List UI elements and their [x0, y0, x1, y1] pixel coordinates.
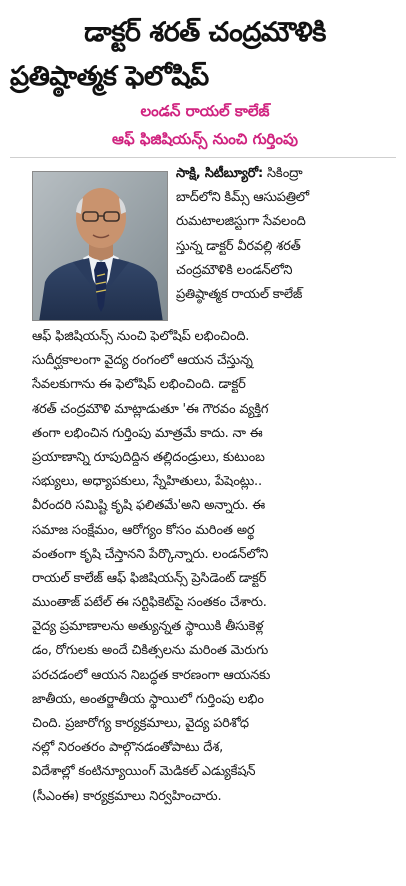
subheadline-line-2: ఆఫ్ ఫిజిషియన్స్ నుంచి గుర్తింపు	[111, 130, 299, 148]
body-line: చంద్రమౌళికి లండన్‌లోని	[176, 262, 293, 278]
body-line: రుమటాలజిస్టుగా సేవలంది	[176, 214, 306, 230]
body-line: సేవలకుగాను ఈ ఫెలోషిప్ లభించింది. డాక్టర్	[32, 377, 246, 393]
body-line: జాతీయ, అంతర్జాతీయ స్థాయిలో గుర్తింపు లభిం	[32, 691, 264, 707]
body-line: ముంతాజ్ పటేల్ ఈ సర్టిఫికెట్‌పై సంతకం చేశారు.	[32, 595, 267, 611]
body-line: వీరందరి సమిష్టి కృషి ఫలితమే'అని అన్నారు. ఈ	[32, 498, 265, 514]
body-line: వైద్య ప్రమాణాలను అత్యున్నత స్థాయికి తీసుకెళ్ల	[32, 619, 264, 635]
body-line: స్తున్న డాక్టర్ వీరవల్లి శరత్	[176, 238, 301, 254]
body-line: సభ్యులు, అధ్యాపకులు, స్నేహితులు, పేషెంట్లు..	[32, 474, 262, 490]
body-line: విదేశాల్లో కంటిన్యూయింగ్ మెడికల్ ఎడ్యుకేషన్	[32, 764, 256, 780]
body-line: శరత్ చంద్రమౌళి మాట్లాడుతూ 'ఈ గౌరవం వ్యక్తిగ	[32, 401, 269, 417]
body-line: డం, రోగులకు అందే చికిత్సలను మరింత మెరుగు	[32, 643, 269, 659]
body-line: చింది. ప్రజారోగ్య కార్యక్రమాలు, వైద్య పరిశోధ	[32, 716, 249, 731]
body-line: బాద్‌లోని కిమ్స్ ఆసుపత్రిలో	[176, 190, 309, 206]
body-line: సికింద్రా	[266, 166, 303, 181]
doctor-portrait-photo	[32, 171, 168, 321]
body-line: సమాజ సంక్షేమం, ఆరోగ్యం కోసం మరింత అర్థ	[32, 522, 255, 538]
body-line: సుదీర్ఘకాలంగా వైద్య రంగంలో ఆయన చేస్తున్న	[32, 353, 253, 369]
headline-line-1: డాక్టర్ శరత్ చంద్రమౌళికి	[84, 17, 326, 48]
body-line: నల్లో నిరంతరం పాల్గొనడంతోపాటు దేశ,	[32, 740, 224, 756]
dateline: సాక్షి, సిటీబ్యూరో:	[176, 166, 264, 181]
article-body-full-width	[32, 325, 400, 809]
body-line: రాయల్ కాలేజ్ ఆఫ్ ఫిజిషియన్స్ ప్రెసిడెంట్ డాక్టర్	[32, 570, 267, 586]
body-line: ప్రతిష్ఠాత్మక రాయల్ కాలేజ్	[176, 286, 303, 302]
article-body-right-column	[176, 162, 400, 307]
divider	[10, 157, 396, 158]
body-line: (సీఎంఈ) కార్యక్రమాలు నిర్వహించారు.	[32, 788, 222, 804]
body-line: ప్రయాణాన్ని రూపుదిద్దిన తల్లిదండ్రులు, కుటుంబ	[32, 449, 265, 465]
subheadline-line-1: లండన్ రాయల్ కాలేజ్	[140, 102, 270, 120]
headline-line-2: ప్రతిష్ఠాత్మక ఫెలోషిప్	[10, 61, 209, 92]
body-line: వంతంగా కృషి చేస్తానని పేర్కొన్నారు. లండన్‌లోని	[32, 546, 269, 562]
body-line: పరచడంలో ఆయన నిబద్ధత కారణంగా ఆయనకు	[32, 667, 271, 683]
body-line: ఆఫ్ ఫిజిషియన్స్ నుంచి ఫెలోషిప్ లభించింది.	[32, 329, 250, 344]
body-line: తంగా లభించిన గుర్తింపు మాత్రమే కాదు. నా ఈ	[32, 425, 263, 441]
